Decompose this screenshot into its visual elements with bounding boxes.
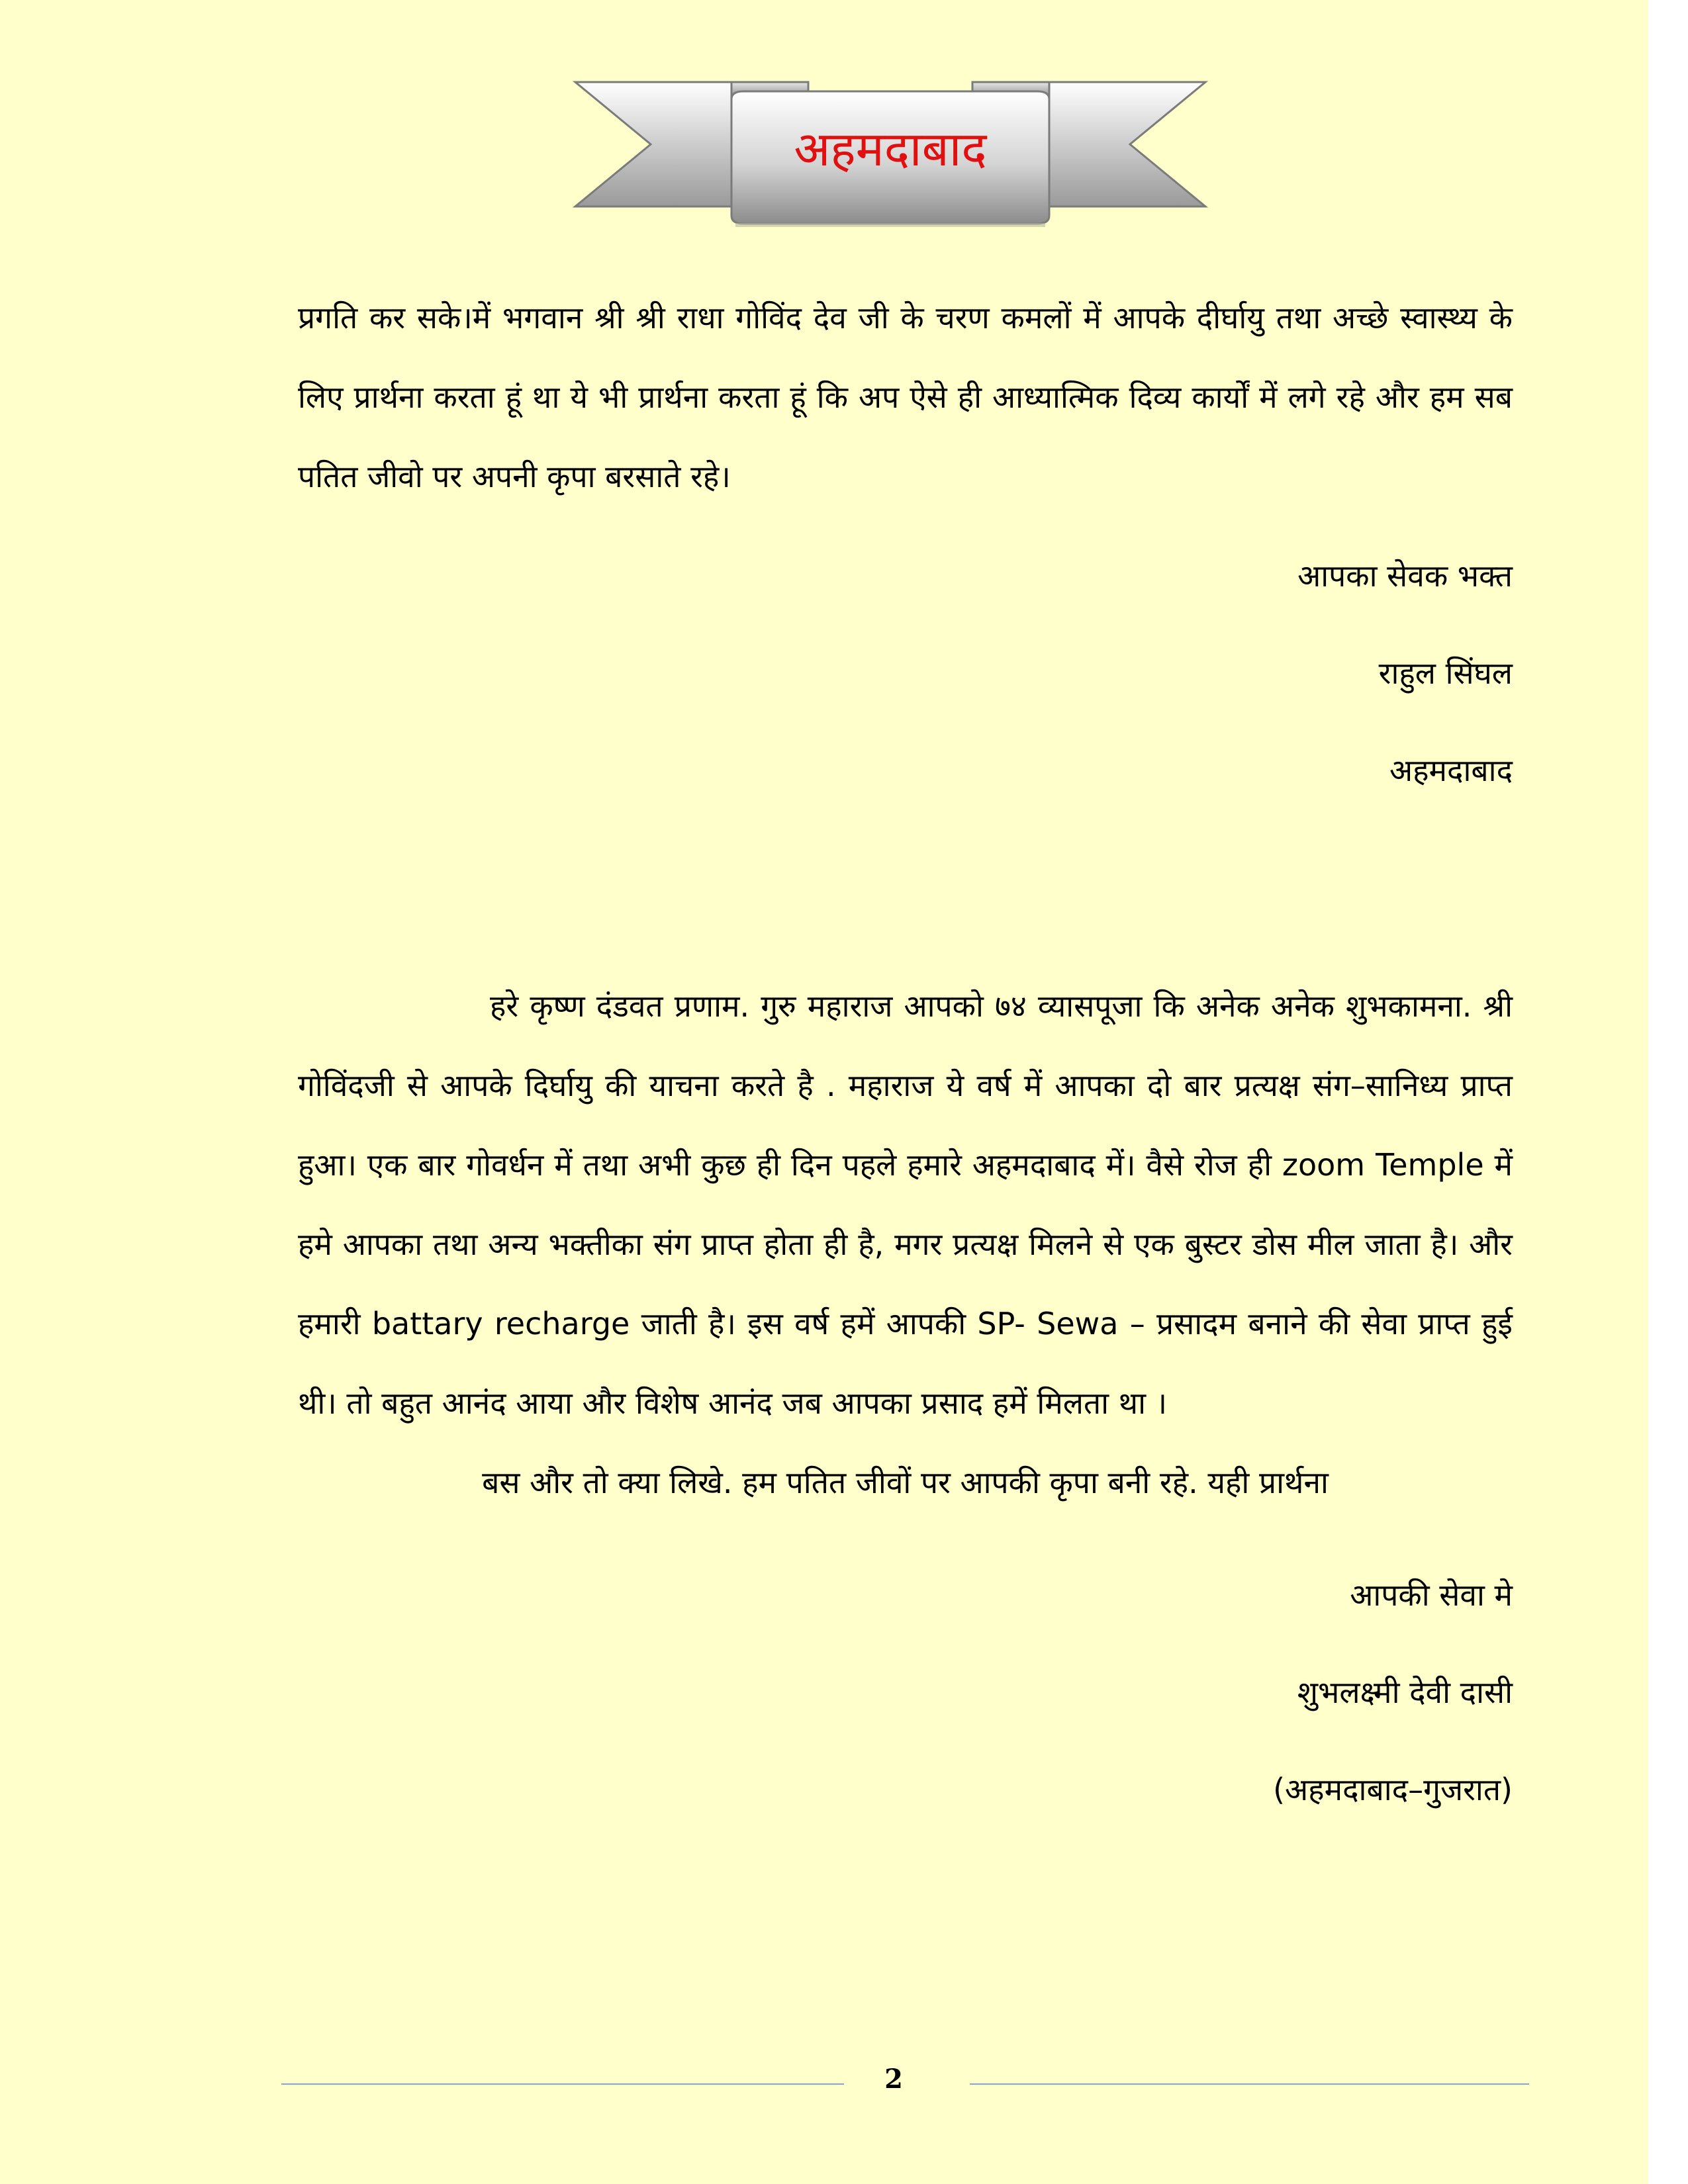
letter-1-closing: आपका सेवक भक्त	[1297, 558, 1513, 594]
letter-2	[298, 966, 1513, 1522]
banner-title: अहमदाबाद	[794, 121, 987, 177]
letter-2-signatory-name: शुभलक्ष्मी देवी दासी	[1297, 1674, 1513, 1710]
page-edge-strip	[1648, 0, 1688, 2184]
page-number: 2	[884, 2064, 903, 2095]
letter-1-signatory-name: राहुल सिंघल	[1378, 655, 1513, 691]
letter-2-closing: आपकी सेवा मे	[1350, 1577, 1513, 1613]
letter-1-body: प्रगति कर सके।में भगवान श्री श्री राधा गोविंद देव जी के चरण कमलों में आपके दीर्घायु तथा अच्छे स्वास्थ्य के लिए प्रार्थना करता हूं था ये भी प्रार्थना करता हूं कि अप ऐसे ही आध्यात्मिक दिव्य कार्यों में लगे रहे और हम सब पतित जीवो पर अपनी कृपा बरसाते रहे।	[298, 300, 1513, 494]
letter-1-signatory-place: अहमदाबाद	[1389, 752, 1513, 788]
letter-2-body: हरे कृष्ण दंडवत प्रणाम. गुरु महाराज आपको ७४ व्यासपूजा कि अनेक अनेक शुभकामना. श्री गोविंदजी से आपके दिर्घायु की याचना करते है . महाराज ये वर्ष में आपका दो बार प्रत्यक्ष संग–सानिध्य प्राप्त हुआ। एक बार गोवर्धन में तथा अभी कुछ ही दिन पहले हमारे अहमदाबाद में। वैसे रोज ही zoom Temple में हमे आपका तथा अन्य भक्तीका संग प्राप्त होता ही है, मगर प्रत्यक्ष मिलने से एक बुस्टर डोस मील जाता है। और हमारी battary recharge जाती है। इस वर्ष हमें आपकी SP- Sewa – प्रसादम बनाने की सेवा प्राप्त हुई थी। तो बहुत आनंद आया और विशेष आनंद जब आपका प्रसाद हमें मिलता था ।	[298, 988, 1513, 1421]
footer-rule-right	[970, 2083, 1529, 2085]
letter-2-closing-line: बस और तो क्या लिखे. हम पतित जीवों पर आपकी कृपा बनी रहे. यही प्रार्थना	[482, 1465, 1329, 1500]
letter-1	[298, 278, 1513, 516]
letter-2-signatory-place: (अहमदाबाद–गुजरात)	[1273, 1772, 1513, 1807]
title-banner	[573, 74, 1208, 233]
footer-rule-left	[281, 2083, 844, 2085]
